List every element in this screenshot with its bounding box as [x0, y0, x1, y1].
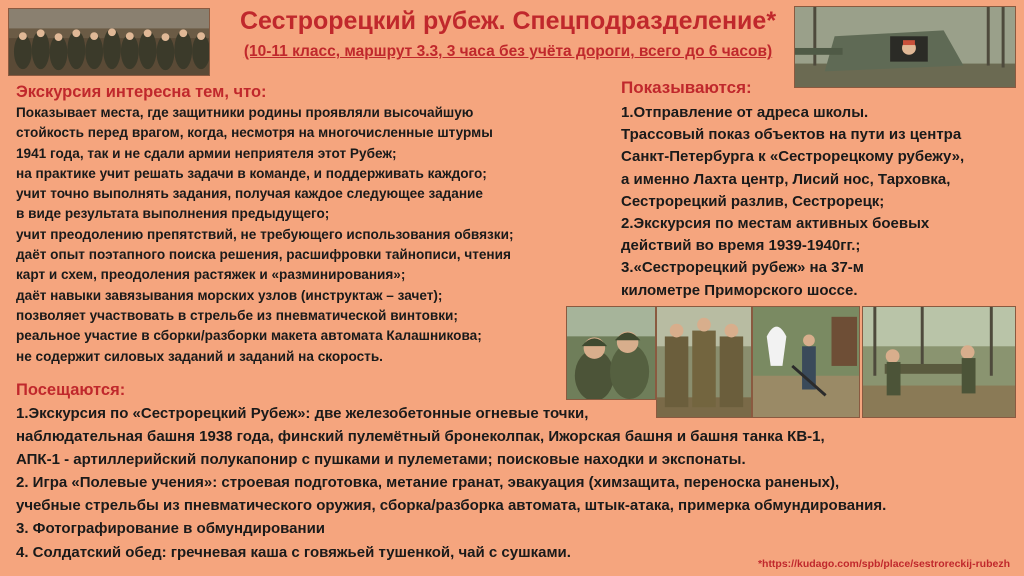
list-item: даёт навыки завязывания морских узлов (инструктаж – зачет);: [16, 287, 443, 303]
tank-turret-photo: [794, 6, 1016, 88]
list-item: а именно Лахта центр, Лисий нос, Тарховка,: [621, 170, 951, 188]
list-item: действий во время 1939-1940гг.;: [621, 237, 861, 255]
list-item: учит преодолению препятствий, не требующего использования обвязки;: [16, 226, 514, 242]
list-item: километре Приморского шоссе.: [621, 281, 858, 299]
page-title: Сестрорецкий рубеж. Спецподразделение*: [239, 7, 777, 35]
list-item: 4. Солдатский обед: гречневая каша с говяжьей тушенкой, чай с сушками.: [16, 543, 571, 561]
list-item: на практике учит решать задачи в команде, и поддерживать каждого;: [16, 165, 487, 181]
list-item: в виде результата выполнения предыдущего;: [16, 206, 330, 222]
list-item: 1.Экскурсия по «Сестрорецкий Рубеж»: две железобетонные огневые точки,: [16, 405, 589, 422]
list-item: не содержит силовых заданий и заданий на скорость.: [16, 348, 383, 364]
visited-heading: Посещаются:: [16, 381, 126, 399]
list-item: реальное участие в сборки/разборки макета автомата Калашникова;: [16, 328, 482, 344]
list-item: Сестрорецкий разлив, Сестрорецк;: [621, 192, 885, 210]
list-item: позволяет участвовать в стрельбе из пневматической винтовки;: [16, 307, 458, 323]
list-item: Показывает места, где защитники родины проявляли высочайшую: [16, 105, 474, 120]
shown-heading: Показываются:: [621, 78, 752, 97]
soldiers-helmets-photo: [566, 306, 656, 400]
visited-list: [16, 402, 1016, 564]
list-item: Санкт-Петербурга к «Сестрорецкому рубежу»,: [621, 148, 965, 166]
group-photo: [8, 8, 210, 76]
list-item: стойкость перед врагом, когда, несмотря на многочисленные штурмы: [16, 125, 493, 141]
list-item: 2.Экскурсия по местам активных боевых: [621, 215, 930, 233]
list-item: Трассовый показ объектов на пути из центра: [621, 126, 962, 144]
source-link-footnote[interactable]: *https://kudago.com/spb/place/sestroreckij-rubezh: [757, 558, 1010, 570]
list-item: даёт опыт поэтапного поиска решения, расшифровки тайнописи, чтения: [16, 247, 511, 263]
list-item: карт и схем, преодоления растяжек и «разминирования»;: [16, 267, 406, 283]
interest-heading: Экскурсия интересна тем, что:: [16, 83, 267, 101]
list-item: наблюдательная башня 1938 года, финский пулемётный бронеколпак, Ижорская башня и башня танка КВ-1,: [16, 428, 825, 446]
list-item: 2. Игра «Полевые учения»: строевая подготовка, метание гранат, эвакуация (химзащита, переноска раненых),: [16, 474, 840, 492]
shown-list: [621, 102, 1021, 302]
list-item: 1.Отправление от адреса школы.: [621, 104, 869, 121]
interest-list: [16, 103, 576, 367]
list-item: 1941 года, так и не сдали армии неприятеля этот Рубеж;: [16, 145, 397, 161]
list-item: учит точно выполнять задания, получая каждое следующее задание: [16, 186, 483, 202]
list-item: 3. Фотографирование в обмундировании: [16, 520, 326, 538]
list-item: АПК-1 - артиллерийский полукапонир с пушками и пулеметами; поисковые находки и экспонаты.: [16, 451, 746, 469]
page-subtitle: (10-11 класс, маршрут 3.3, 3 часа без учёта дороги, всего до 6 часов): [243, 43, 773, 60]
list-item: учебные стрельбы из пневматического оружия, сборка/разборка автомата, штык-атака, примерка обмундирования.: [16, 497, 887, 515]
list-item: 3.«Сестрорецкий рубеж» на 37-м: [621, 259, 864, 277]
